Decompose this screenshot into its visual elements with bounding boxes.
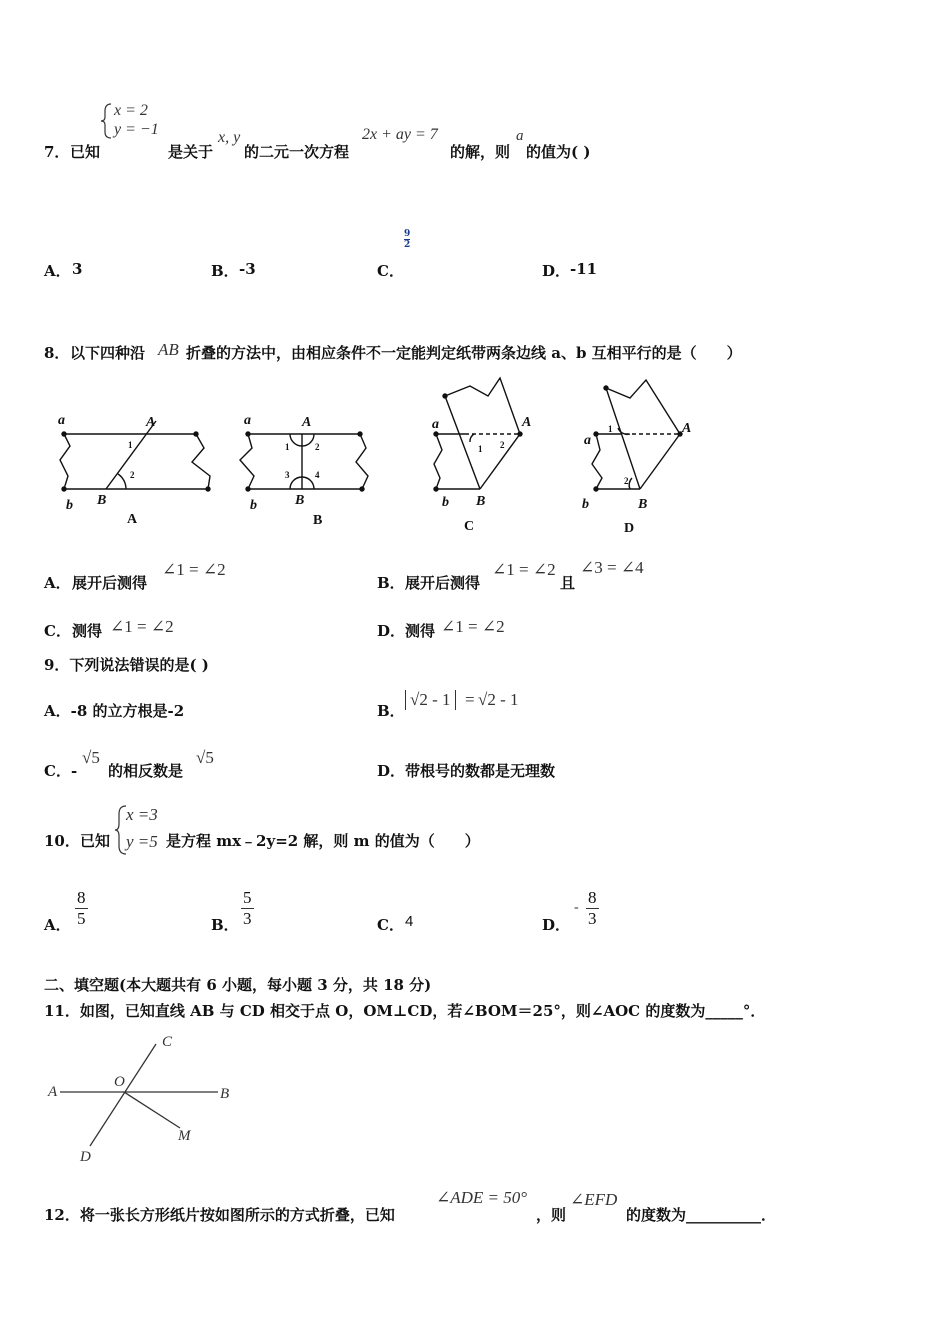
label-B: B	[476, 494, 486, 509]
question-text: 的二元一次方程	[244, 143, 350, 161]
option-value: -3	[239, 260, 256, 278]
option-label: C．	[44, 622, 71, 640]
question-text: 9．下列说法错误的是( )	[44, 656, 209, 674]
fraction	[241, 888, 254, 929]
label-a: a	[58, 413, 65, 428]
intersecting-lines-figure	[44, 1026, 244, 1168]
fraction	[75, 888, 88, 929]
option-label: A．	[44, 574, 71, 592]
math-eq: =	[465, 690, 475, 709]
fraction-denominator: 3	[588, 909, 597, 928]
math-a: a	[516, 128, 524, 144]
label-b: b	[250, 498, 257, 513]
caption-D: D	[624, 521, 635, 536]
label-A: A	[682, 421, 692, 436]
option-sign: -	[574, 900, 579, 915]
math-abs: √2 - 1	[405, 690, 456, 710]
fraction	[404, 229, 410, 250]
figure-c	[434, 378, 522, 491]
caption-A: A	[127, 512, 138, 527]
option-label: C．	[377, 916, 404, 934]
question-number: 7．	[44, 143, 70, 161]
option-text: 测得	[405, 622, 436, 640]
label-b: b	[442, 495, 449, 510]
question-text: 折叠的方法中，由相应条件不一定能判定纸带两条边线 a、b 互相平行的是（ ）	[186, 344, 742, 362]
math-angle: ∠1 = ∠2	[441, 617, 505, 636]
question-text: 的解，则	[450, 143, 511, 161]
math-angle: ∠3 = ∠4	[580, 558, 644, 577]
label-A: A	[302, 415, 312, 430]
fraction-denominator: 5	[77, 909, 86, 928]
label-B: B	[97, 493, 107, 508]
label-3: 3	[285, 470, 290, 480]
question-text: 已知	[80, 832, 111, 850]
option-value: 3	[72, 260, 83, 278]
system-line-2: y =5	[126, 832, 158, 851]
option-label: D．	[542, 262, 571, 280]
system-line-1: x = 2	[114, 102, 148, 119]
fraction-denominator: 3	[243, 909, 252, 928]
ray-om	[124, 1092, 180, 1128]
math-angle: ∠ADE = 50°	[436, 1188, 528, 1207]
math-vars: x, y	[218, 129, 241, 146]
figure-d	[592, 380, 682, 491]
fraction-denominator: 2	[404, 240, 411, 250]
figure-b	[240, 432, 368, 491]
option-text: 且	[560, 574, 576, 592]
line-cd	[90, 1044, 156, 1146]
question-text: 的值为( )	[526, 143, 591, 161]
math-sqrt: √5	[82, 748, 100, 767]
label-a: a	[584, 433, 591, 448]
question-text: 已知	[70, 143, 101, 161]
option-label: C．	[377, 262, 404, 280]
option-text: 测得	[72, 622, 103, 640]
fraction-numerator: 5	[243, 888, 252, 907]
question-text: 以下四种沿	[70, 344, 146, 362]
caption-C: C	[464, 519, 475, 534]
question-text: 11．如图，已知直线 AB 与 CD 相交于点 O，OM⊥CD，若∠BOM＝25°，则∠AOC 的度数为_____°．	[44, 1002, 766, 1020]
option-value: -11	[570, 260, 598, 278]
label-A: A	[48, 1084, 58, 1100]
option-text: 的相反数是	[108, 762, 184, 780]
math-angle: ∠1 = ∠2	[110, 617, 174, 636]
label-a: a	[244, 413, 251, 428]
math-angle: ∠1 = ∠2	[162, 560, 226, 579]
question-text: 是关于	[168, 143, 214, 161]
math-angle: ∠EFD	[570, 1190, 618, 1209]
system-line-1: x =3	[126, 805, 158, 824]
label-2: 2	[315, 442, 320, 452]
system-line-2: y = −1	[114, 121, 159, 138]
option-label: D．	[377, 622, 406, 640]
option-label: B．	[211, 916, 239, 934]
label-b: b	[66, 498, 73, 513]
label-C: C	[162, 1034, 173, 1050]
math-expr: √2 - 1	[478, 690, 519, 709]
label-A: A	[522, 415, 532, 430]
question-number: 10．	[44, 832, 80, 850]
option-label: B．	[377, 702, 405, 720]
question-text: ，则	[536, 1206, 567, 1224]
label-1: 1	[478, 444, 483, 454]
label-M: M	[178, 1128, 191, 1144]
label-O: O	[114, 1074, 125, 1090]
math-ab: AB	[158, 340, 179, 359]
label-1: 1	[608, 424, 613, 434]
fold-figures	[40, 368, 740, 540]
math-equation: 2x + ay = 7	[362, 126, 438, 143]
label-4: 4	[315, 470, 320, 480]
math-sqrt: √5	[196, 748, 214, 767]
label-B: B	[295, 493, 305, 508]
fraction-numerator: 9	[404, 229, 411, 239]
system-brace	[100, 102, 114, 140]
option-label: D．	[542, 916, 571, 934]
label-1: 1	[128, 440, 133, 450]
label-B: B	[638, 497, 648, 512]
option-value: 4	[405, 913, 414, 930]
option-text: 展开后测得	[72, 574, 148, 592]
question-text: 12．将一张长方形纸片按如图所示的方式折叠，已知	[44, 1206, 395, 1224]
option-d: D．带根号的数都是无理数	[377, 762, 556, 780]
label-A: A	[146, 415, 156, 430]
math-angle: ∠1 = ∠2	[492, 560, 556, 579]
option-a: A．-8 的立方根是-2	[44, 702, 185, 720]
label-1: 1	[285, 442, 290, 452]
fraction-numerator: 8	[77, 888, 86, 907]
label-D: D	[80, 1149, 91, 1165]
label-2: 2	[500, 440, 505, 450]
section-heading: 二、填空题(本大题共有 6 小题，每小题 3 分，共 18 分)	[44, 976, 432, 994]
option-label: B．	[211, 262, 239, 280]
option-label: C．-	[44, 762, 78, 780]
figure-a	[60, 421, 210, 491]
option-label: A．	[44, 262, 71, 280]
question-text: 的度数为__________．	[626, 1206, 777, 1224]
question-number: 8．	[44, 344, 70, 362]
caption-B: B	[313, 513, 323, 528]
label-2: 2	[624, 476, 629, 486]
fraction-numerator: 8	[588, 888, 597, 907]
option-label: B．	[377, 574, 405, 592]
fraction	[586, 888, 599, 929]
label-a: a	[432, 417, 439, 432]
option-label: A．	[44, 916, 71, 934]
label-B: B	[220, 1086, 230, 1102]
question-text: 是方程 mx﹣2y=2 解，则 m 的值为（ ）	[166, 832, 480, 850]
label-2: 2	[130, 470, 135, 480]
option-text: 展开后测得	[405, 574, 481, 592]
label-b: b	[582, 497, 589, 512]
